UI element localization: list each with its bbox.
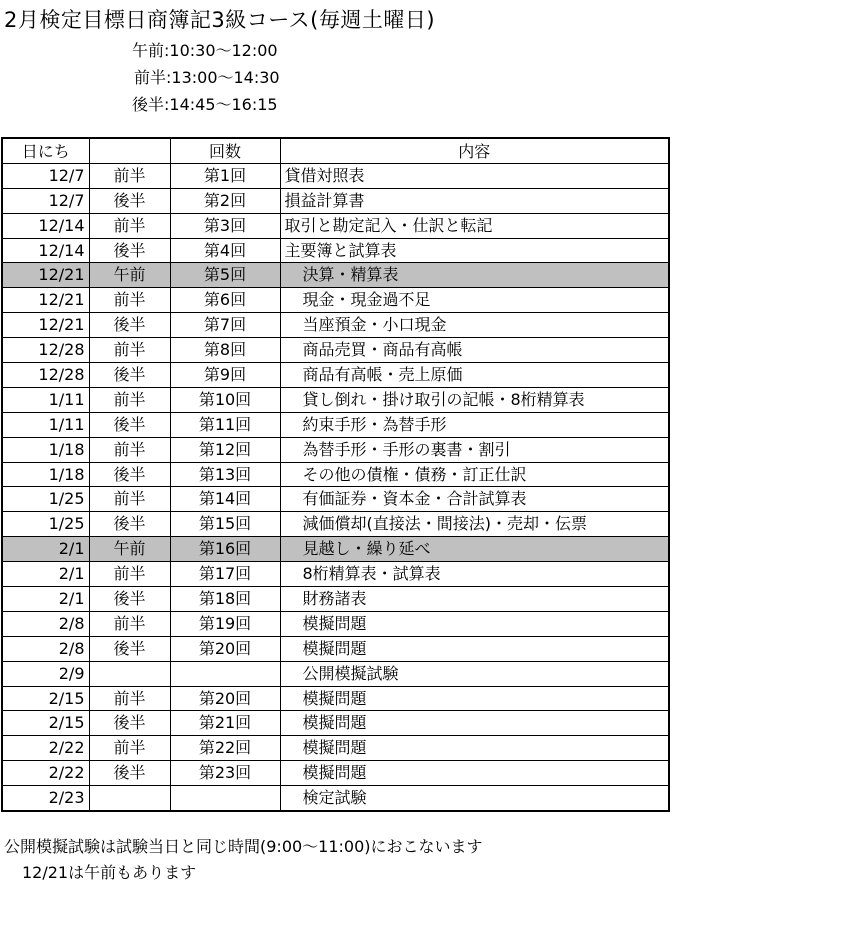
table-row (2, 686, 669, 711)
cell-content: 為替手形・手形の裏書・割引 (280, 437, 669, 462)
table-row (2, 313, 669, 338)
cell-period: 後半 (89, 188, 170, 213)
header-content: 内容 (280, 138, 669, 163)
schedule-second-half: 後半:14:45〜16:15 (132, 95, 278, 114)
cell-date: 2/1 (2, 537, 89, 562)
cell-date: 12/21 (2, 288, 89, 313)
cell-lesson (170, 661, 280, 686)
note-morning-session: 12/21は午前もあります (22, 863, 197, 882)
cell-period: 後半 (89, 313, 170, 338)
cell-content: 決算・精算表 (280, 263, 669, 288)
cell-content: 現金・現金過不足 (280, 288, 669, 313)
cell-lesson: 第13回 (170, 462, 280, 487)
cell-date: 2/15 (2, 711, 89, 736)
cell-date: 12/7 (2, 163, 89, 188)
cell-period (89, 661, 170, 686)
cell-period: 後半 (89, 412, 170, 437)
cell-date: 1/11 (2, 412, 89, 437)
cell-date: 12/28 (2, 363, 89, 388)
cell-period (89, 786, 170, 811)
cell-content: 検定試験 (280, 786, 669, 811)
cell-date: 1/25 (2, 487, 89, 512)
cell-period: 前半 (89, 487, 170, 512)
cell-content: 取引と勘定記入・仕訳と転記 (280, 213, 669, 238)
table-row (2, 711, 669, 736)
cell-content: 財務諸表 (280, 587, 669, 612)
cell-date: 2/22 (2, 736, 89, 761)
cell-content: 主要簿と試算表 (280, 238, 669, 263)
cell-content: 貸借対照表 (280, 163, 669, 188)
header-period (89, 138, 170, 163)
cell-period: 後半 (89, 363, 170, 388)
table-row (2, 562, 669, 587)
cell-lesson: 第12回 (170, 437, 280, 462)
cell-date: 2/1 (2, 587, 89, 612)
cell-content: 公開模擬試験 (280, 661, 669, 686)
cell-content: その他の債権・債務・訂正仕訳 (280, 462, 669, 487)
cell-period: 前半 (89, 686, 170, 711)
cell-lesson: 第11回 (170, 412, 280, 437)
cell-date: 12/14 (2, 238, 89, 263)
cell-content: 商品売買・商品有高帳 (280, 338, 669, 363)
cell-lesson: 第20回 (170, 636, 280, 661)
cell-date: 2/8 (2, 611, 89, 636)
cell-period: 前半 (89, 736, 170, 761)
cell-date: 12/21 (2, 313, 89, 338)
cell-date: 2/23 (2, 786, 89, 811)
cell-date: 2/9 (2, 661, 89, 686)
table-row (2, 163, 669, 188)
cell-period: 後半 (89, 238, 170, 263)
table-row (2, 363, 669, 388)
cell-period: 午前 (89, 537, 170, 562)
note-mock-exam: 公開模擬試験は試験当日と同じ時間(9:00〜11:00)におこないます (4, 837, 483, 856)
table-row (2, 537, 669, 562)
table-row (2, 661, 669, 686)
cell-lesson: 第8回 (170, 338, 280, 363)
cell-lesson: 第6回 (170, 288, 280, 313)
cell-date: 12/28 (2, 338, 89, 363)
cell-lesson: 第15回 (170, 512, 280, 537)
table-row (2, 213, 669, 238)
cell-lesson: 第5回 (170, 263, 280, 288)
table-row (2, 587, 669, 612)
table-body (2, 163, 669, 811)
cell-lesson: 第4回 (170, 238, 280, 263)
cell-period: 後半 (89, 636, 170, 661)
cell-content: 見越し・繰り延べ (280, 537, 669, 562)
cell-date: 2/1 (2, 562, 89, 587)
cell-content: 損益計算書 (280, 188, 669, 213)
cell-date: 2/15 (2, 686, 89, 711)
cell-period: 前半 (89, 163, 170, 188)
cell-content: 有価証券・資本金・合計試算表 (280, 487, 669, 512)
cell-period: 後半 (89, 587, 170, 612)
table-row (2, 736, 669, 761)
cell-period: 前半 (89, 611, 170, 636)
schedule-first-half: 前半:13:00〜14:30 (134, 68, 280, 87)
cell-lesson: 第16回 (170, 537, 280, 562)
table-row (2, 487, 669, 512)
cell-content: 当座預金・小口現金 (280, 313, 669, 338)
table-row (2, 761, 669, 786)
cell-period: 後半 (89, 462, 170, 487)
cell-period: 前半 (89, 437, 170, 462)
table-row (2, 611, 669, 636)
cell-period: 前半 (89, 562, 170, 587)
table-row (2, 263, 669, 288)
cell-date: 1/18 (2, 462, 89, 487)
cell-date: 2/8 (2, 636, 89, 661)
table-row (2, 636, 669, 661)
cell-period: 前半 (89, 387, 170, 412)
table-row (2, 512, 669, 537)
table-row (2, 338, 669, 363)
header-lesson: 回数 (170, 138, 280, 163)
table-row (2, 412, 669, 437)
table-header-row (2, 138, 669, 163)
cell-period: 後半 (89, 512, 170, 537)
cell-date: 12/21 (2, 263, 89, 288)
cell-lesson: 第9回 (170, 363, 280, 388)
header-date: 日にち (2, 138, 89, 163)
table-row (2, 387, 669, 412)
cell-period: 前半 (89, 338, 170, 363)
table-row (2, 238, 669, 263)
cell-lesson: 第23回 (170, 761, 280, 786)
cell-lesson: 第21回 (170, 711, 280, 736)
cell-date: 12/14 (2, 213, 89, 238)
cell-content: 貸し倒れ・掛け取引の記帳・8桁精算表 (280, 387, 669, 412)
cell-date: 1/18 (2, 437, 89, 462)
table-row (2, 188, 669, 213)
cell-lesson: 第22回 (170, 736, 280, 761)
cell-content: 模擬問題 (280, 636, 669, 661)
schedule-morning: 午前:10:30〜12:00 (132, 41, 278, 60)
cell-date: 1/11 (2, 387, 89, 412)
cell-content: 商品有高帳・売上原価 (280, 363, 669, 388)
cell-period: 午前 (89, 263, 170, 288)
cell-content: 模擬問題 (280, 711, 669, 736)
cell-lesson: 第17回 (170, 562, 280, 587)
table-row (2, 786, 669, 811)
cell-date: 2/22 (2, 761, 89, 786)
page-title: 2月検定目標日商簿記3級コース(毎週土曜日) (4, 8, 436, 32)
table-row (2, 462, 669, 487)
cell-period: 前半 (89, 288, 170, 313)
cell-content: 8桁精算表・試算表 (280, 562, 669, 587)
cell-lesson (170, 786, 280, 811)
cell-lesson: 第3回 (170, 213, 280, 238)
cell-period: 後半 (89, 711, 170, 736)
course-schedule-table (1, 137, 670, 812)
table-row (2, 288, 669, 313)
cell-content: 模擬問題 (280, 611, 669, 636)
cell-lesson: 第7回 (170, 313, 280, 338)
cell-lesson: 第2回 (170, 188, 280, 213)
cell-period: 後半 (89, 761, 170, 786)
cell-lesson: 第20回 (170, 686, 280, 711)
cell-date: 12/7 (2, 188, 89, 213)
table-row (2, 437, 669, 462)
cell-lesson: 第19回 (170, 611, 280, 636)
cell-date: 1/25 (2, 512, 89, 537)
cell-lesson: 第14回 (170, 487, 280, 512)
cell-content: 模擬問題 (280, 761, 669, 786)
cell-content: 模擬問題 (280, 686, 669, 711)
cell-period: 前半 (89, 213, 170, 238)
cell-lesson: 第18回 (170, 587, 280, 612)
cell-content: 模擬問題 (280, 736, 669, 761)
cell-content: 約束手形・為替手形 (280, 412, 669, 437)
cell-content: 減価償却(直接法・間接法)・売却・伝票 (280, 512, 669, 537)
cell-lesson: 第1回 (170, 163, 280, 188)
cell-lesson: 第10回 (170, 387, 280, 412)
